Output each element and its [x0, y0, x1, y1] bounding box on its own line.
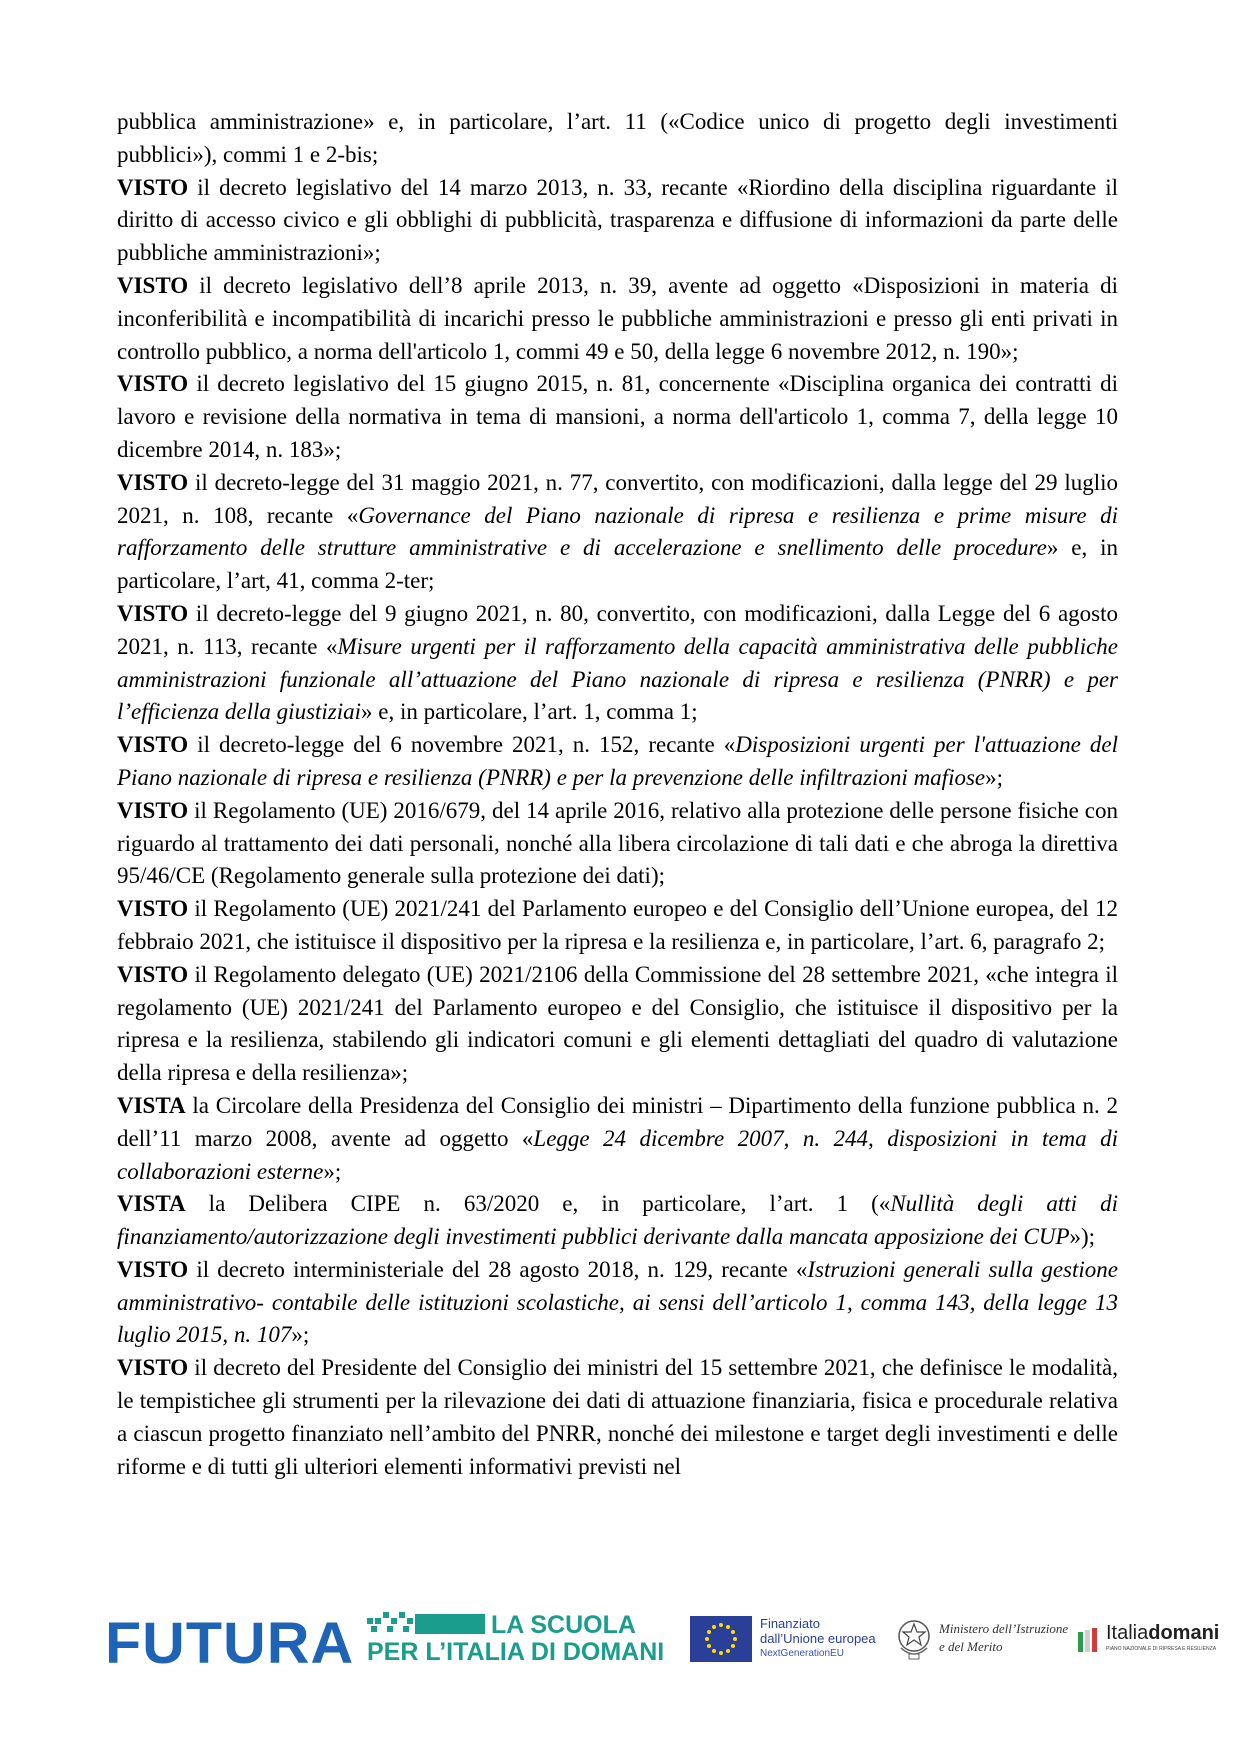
- scuola-line-2: PER L’ITALIA DI DOMANI: [367, 1638, 665, 1666]
- futura-logo: FUTURA: [105, 1611, 355, 1676]
- clause-text: il decreto legislativo del 15 giugno 2015, n. 81, concernente «Disciplina organica dei contratti di lavoro e revisione della normativa in tema di mansioni, a norma dell'articolo 1, comma 7, della legge 10 dicembre 2014, n. 183»;: [117, 371, 1118, 462]
- clause-text: »;: [323, 1158, 342, 1184]
- italiadomani-wordmark: [1106, 1622, 1219, 1644]
- eu-line-3: NextGenerationEU: [760, 1648, 844, 1659]
- clause-paragraph: [117, 729, 1118, 795]
- clause-paragraph: [117, 368, 1118, 466]
- eu-line-1: Finanziato: [760, 1616, 820, 1631]
- clause-keyword: VISTO: [117, 896, 189, 922]
- document-body: [117, 106, 1118, 1483]
- ministero-line-2: e del Merito: [939, 1639, 1003, 1654]
- clause-keyword: VISTA: [117, 1191, 186, 1217]
- ministero-line-1: Ministero dell’Istruzione: [939, 1621, 1069, 1636]
- scuola-logo: [367, 1612, 667, 1668]
- domani-word: domani: [1148, 1622, 1220, 1644]
- ministero-logo: [895, 1610, 1069, 1670]
- clause-text: »);: [1069, 1224, 1096, 1250]
- clause-text: »;: [291, 1322, 310, 1348]
- clause-title-italic: Disposizioni urgenti per l'attuazione del Piano nazionale di ripresa e resilienza (PNRR) e per la prevenzione delle infiltrazioni mafiose: [117, 732, 1118, 790]
- eu-line-2: dall’Unione europea: [760, 1631, 876, 1646]
- eu-funding-text: [760, 1616, 880, 1661]
- clause-paragraph: [117, 1188, 1118, 1254]
- italian-emblem-icon: [895, 1612, 933, 1664]
- clause-keyword: VISTO: [117, 732, 189, 758]
- clause-paragraph: [117, 270, 1118, 368]
- clause-paragraph: [117, 1254, 1118, 1352]
- clause-keyword: VISTO: [117, 961, 189, 987]
- clause-keyword: VISTO: [117, 797, 189, 823]
- clause-keyword: VISTA: [117, 1092, 186, 1118]
- clause-text: »;: [985, 764, 1004, 790]
- clause-text: la Circolare della Presidenza del Consiglio dei ministri – Dipartimento della funzione pubblica n. 2 dell’11 marzo 2008, avente ad oggetto «: [117, 1092, 1118, 1151]
- clause-title-italic: Nullità degli atti di finanziamento/autorizzazione degli investimenti pubblici derivante dalla mancata apposizione dei CUP: [117, 1191, 1118, 1250]
- clause-text: pubblica amministrazione» e, in particolare, l’art. 11 («Codice unico di progetto degli investimenti pubblici»), commi 1 e 2-bis;: [117, 109, 1118, 167]
- clause-keyword: VISTO: [117, 469, 189, 495]
- clause-text: il Regolamento (UE) 2016/679, del 14 aprile 2016, relativo alla protezione delle persone fisiche con riguardo al trattamento dei dati personali, nonché alla libera circolazione di tali dati e che abroga la direttiva 95/46/CE (Regolamento generale sulla protezione dei dati);: [117, 797, 1118, 889]
- footer-logos: [105, 1610, 1230, 1676]
- clause-text: il decreto del Presidente del Consiglio dei ministri del 15 settembre 2021, che definisce le modalità, le tempistichee gli strumenti per la rilevazione dei dati di attuazione finanziaria, fisica e procedurale relativa a ciascun progetto finanziato nell’ambito del PNRR, nonché dei milestone e target degli investimenti e delle riforme e di tutti gli ulteriori elementi informativi previsti nel: [117, 1355, 1118, 1479]
- clause-text: il decreto-legge del 31 maggio 2021, n. 77, convertito, con modificazioni, dalla legge del 29 luglio 2021, n. 108, recante «: [117, 469, 1118, 528]
- clause-paragraph: [117, 893, 1118, 959]
- clause-title-italic: Legge 24 dicembre 2007, n. 244, disposizioni in tema di collaborazioni esterne: [117, 1125, 1118, 1184]
- eu-flag-icon: [690, 1616, 752, 1662]
- clause-text: » e, in particolare, l’art, 41, comma 2-ter;: [117, 535, 1118, 594]
- clause-paragraph: [117, 106, 1118, 172]
- clause-text: il decreto-legge del 6 novembre 2021, n. 152, recante «: [188, 732, 736, 758]
- clause-paragraph: [117, 959, 1118, 1090]
- clause-text: il Regolamento delegato (UE) 2021/2106 della Commissione del 28 settembre 2021, «che integra il regolamento (UE) 2021/241 del Parlamento europeo e del Consiglio, che istituisce il dispositivo per la ripresa e la resilienza, stabilendo gli indicatori comuni e gli elementi dettagliati del quadro di valutazione della ripresa e della resilienza»;: [117, 961, 1118, 1086]
- clause-title-italic: Governance del Piano nazionale di ripresa e resilienza e prime misure di rafforzamento delle strutture amministrative e di accelerazione e snellimento delle procedure: [117, 502, 1119, 561]
- clause-text: il decreto legislativo dell’8 aprile 2013, n. 39, avente ad oggetto «Disposizioni in materia di inconferibilità e incompatibilità di incarichi presso le pubbliche amministrazioni e presso gli enti privati in controllo pubblico, a norma dell'articolo 1, commi 49 e 50, della legge 6 novembre 2012, n. 190»;: [117, 272, 1118, 364]
- clause-paragraph: [117, 1352, 1118, 1483]
- clause-keyword: VISTO: [117, 371, 189, 397]
- clause-keyword: VISTO: [117, 600, 189, 626]
- clause-keyword: VISTO: [117, 1256, 189, 1282]
- clause-text: il decreto-legge del 9 giugno 2021, n. 80, convertito, con modificazioni, dalla Legge del 6 agosto 2021, n. 113, recante «: [117, 600, 1118, 659]
- clause-text: » e, in particolare, l’art. 1, comma 1;: [361, 699, 698, 725]
- clause-text: il Regolamento (UE) 2021/241 del Parlamento europeo e del Consiglio dell’Unione europea, del 12 febbraio 2021, che istituisce il dispositivo per la ripresa e la resilienza e, in particolare, l’art. 6, paragrafo 2;: [117, 896, 1118, 954]
- clause-text: il decreto interministeriale del 28 agosto 2018, n. 129, recante «: [188, 1256, 808, 1282]
- clause-title-italic: Istruzioni generali sulla gestione amministrativo- contabile delle istituzioni scolastiche, ai sensi dell’articolo 1, comma 143, della legge 13 luglio 2015, n. 107: [117, 1256, 1118, 1348]
- eu-funding-logo: [690, 1612, 880, 1668]
- clause-title-italic: Misure urgenti per il rafforzamento della capacità amministrativa delle pubbliche amministrazioni funzionale all’attuazione del Piano nazionale di ripresa e resilienza (PNRR) e per l’efficienza della giustiziai: [117, 633, 1118, 725]
- clause-paragraph: [117, 467, 1118, 598]
- italiadomani-subtitle: PIANO NAZIONALE DI RIPRESA E RESILIENZA: [1106, 1646, 1217, 1652]
- clause-keyword: VISTO: [117, 174, 189, 200]
- clause-paragraph: [117, 1090, 1118, 1188]
- ministero-text: [939, 1620, 1069, 1656]
- italian-flag-icon: [1078, 1628, 1100, 1654]
- clause-paragraph: [117, 172, 1118, 270]
- italia-word: Italia: [1106, 1622, 1149, 1644]
- clause-text: la Delibera CIPE n. 63/2020 e, in particolare, l’art. 1 («: [185, 1191, 891, 1217]
- clause-keyword: VISTO: [117, 272, 189, 298]
- italiadomani-logo: [1078, 1622, 1228, 1662]
- clause-paragraph: [117, 795, 1118, 893]
- clause-keyword: VISTO: [117, 1355, 189, 1381]
- clause-text: il decreto legislativo del 14 marzo 2013, n. 33, recante «Riordino della disciplina riguardante il diritto di accesso civico e gli obblighi di pubblicità, trasparenza e diffusione di informazioni da parte delle pubbliche amministrazioni»;: [117, 174, 1118, 266]
- clause-paragraph: [117, 598, 1118, 729]
- scuola-line-1: LA SCUOLA: [491, 1611, 636, 1639]
